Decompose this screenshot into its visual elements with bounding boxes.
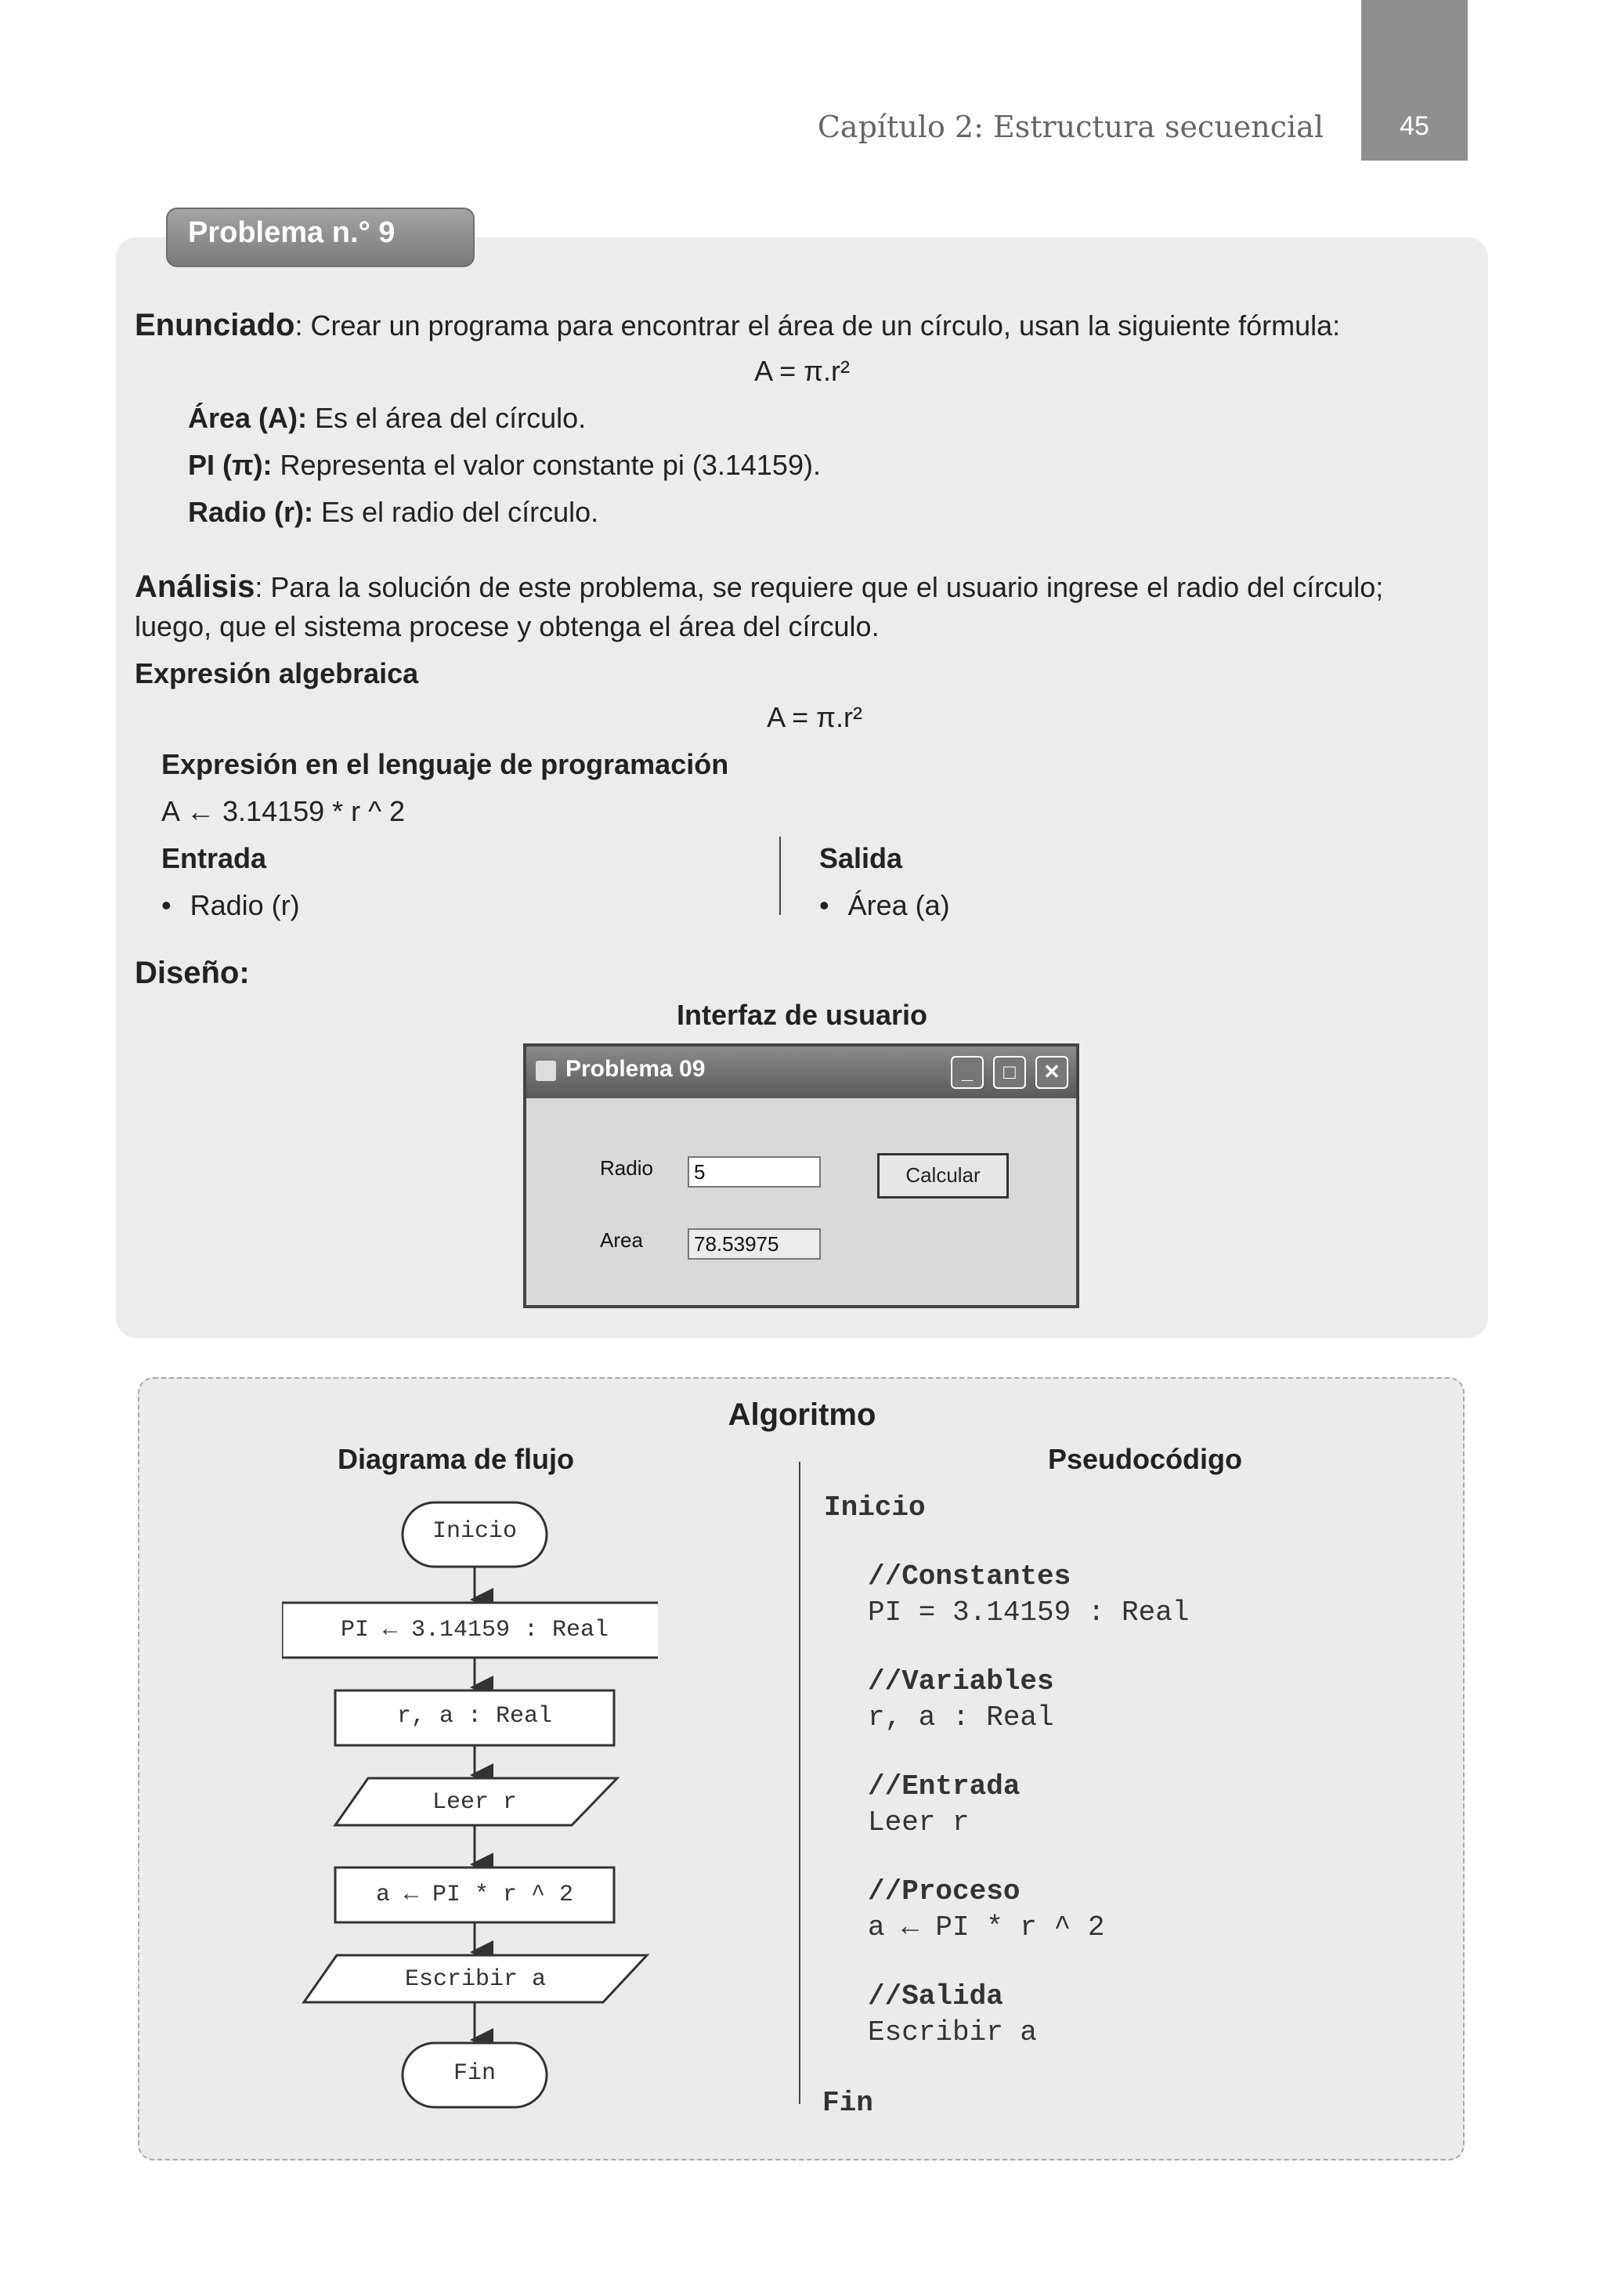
pseudo-comment-vars: //Variables [868,1665,1054,1698]
close-icon[interactable]: ✕ [1035,1056,1068,1089]
pseudo-comment-const: //Constantes [868,1560,1071,1593]
pseudo-inicio: Inicio [824,1491,926,1524]
salida-item-text: Área (a) [847,889,950,921]
enunciado [135,304,1466,346]
maximize-icon[interactable]: □ [993,1056,1026,1089]
radio-input[interactable]: 5 [688,1156,821,1188]
pseudo-entrada: Leer r [868,1806,970,1839]
expr-alg-label: Expresión algebraica [135,657,419,689]
flow-write: Escribir a [404,1966,547,1993]
def-radio-label: Radio (r): [188,496,313,528]
problem-tab-label: Problema n.° 9 [188,216,396,249]
def-area-text: Es el área del círculo. [307,402,587,434]
flow-end: Fin [453,2060,496,2087]
algorithm-title: Algoritmo [728,1397,876,1432]
salida-label: Salida [819,842,903,874]
def-pi-label: PI (π): [188,449,273,481]
expr-lang: A ← 3.14159 * r ^ 2 [161,795,406,827]
def-area [188,400,586,438]
flow-start: Inicio [432,1518,518,1545]
calcular-button[interactable]: Calcular [877,1153,1009,1199]
entrada-item [161,887,300,925]
flow-read: Leer r [432,1789,518,1816]
window-title: Problema 09 [565,1056,706,1082]
radio-label: Radio [600,1156,653,1180]
bullet-icon: • [161,889,172,921]
analisis-label: Análisis [135,569,255,604]
enunciado-label: Enunciado [135,308,295,342]
formula: A = π.r² [754,355,850,387]
pseudo-comment-salida: //Salida [868,1980,1003,2012]
flow-process: a ← PI * r ^ 2 [375,1882,574,1908]
pseudo-comment-proceso: //Proceso [868,1875,1021,1907]
pseudo-title: Pseudocódigo [1047,1443,1242,1475]
flow-const: PI ← 3.14159 : Real [340,1617,609,1643]
pseudo-vars: r, a : Real [868,1701,1054,1734]
pseudo-const: PI = 3.14159 : Real [868,1596,1190,1629]
analisis-text: : Para la solución de este problema, se requiere que el usuario ingrese el radio del círculo; luego, que el sistema procese y obtenga el área del círculo. [135,571,1384,642]
algo-divider [799,1462,800,2104]
pseudo-salida: Escribir a [868,2016,1038,2048]
flow-title: Diagrama de flujo [337,1443,575,1475]
bullet-icon: • [819,889,829,921]
area-output: 78.53975 [688,1228,821,1260]
entrada-item-text: Radio (r) [190,889,300,921]
app-icon [536,1061,556,1081]
def-pi [188,447,821,485]
def-pi-text: Representa el valor constante pi (3.14159). [272,449,821,481]
area-label: Area [600,1228,643,1252]
flow-vars: r, a : Real [396,1703,553,1730]
expr-lang-label: Expresión en el lenguaje de programación [161,748,729,780]
pseudo-fin: Fin [822,2087,873,2119]
def-area-label: Área (A): [188,402,308,434]
pseudo-comment-entrada: //Entrada [868,1770,1021,1802]
expr-alg: A = π.r² [767,701,862,733]
def-radio-text: Es el radio del círculo. [312,496,599,528]
minimize-icon[interactable]: _ [951,1056,984,1089]
analisis [135,566,1466,646]
def-radio [188,494,598,532]
io-divider [779,837,781,915]
ui-label: Interfaz de usuario [676,999,928,1031]
page-number: 45 [1400,111,1429,141]
diseno-label: Diseño: [135,956,250,990]
pseudo-proceso: a ← PI * r ^ 2 [868,1911,1105,1943]
enunciado-text: : Crear un programa para encontrar el área de un círculo, usan la siguiente fórmula: [294,309,1341,342]
chapter-title: Capítulo 2: Estructura secuencial [817,110,1324,144]
entrada-label: Entrada [161,842,267,874]
salida-item [819,887,950,925]
